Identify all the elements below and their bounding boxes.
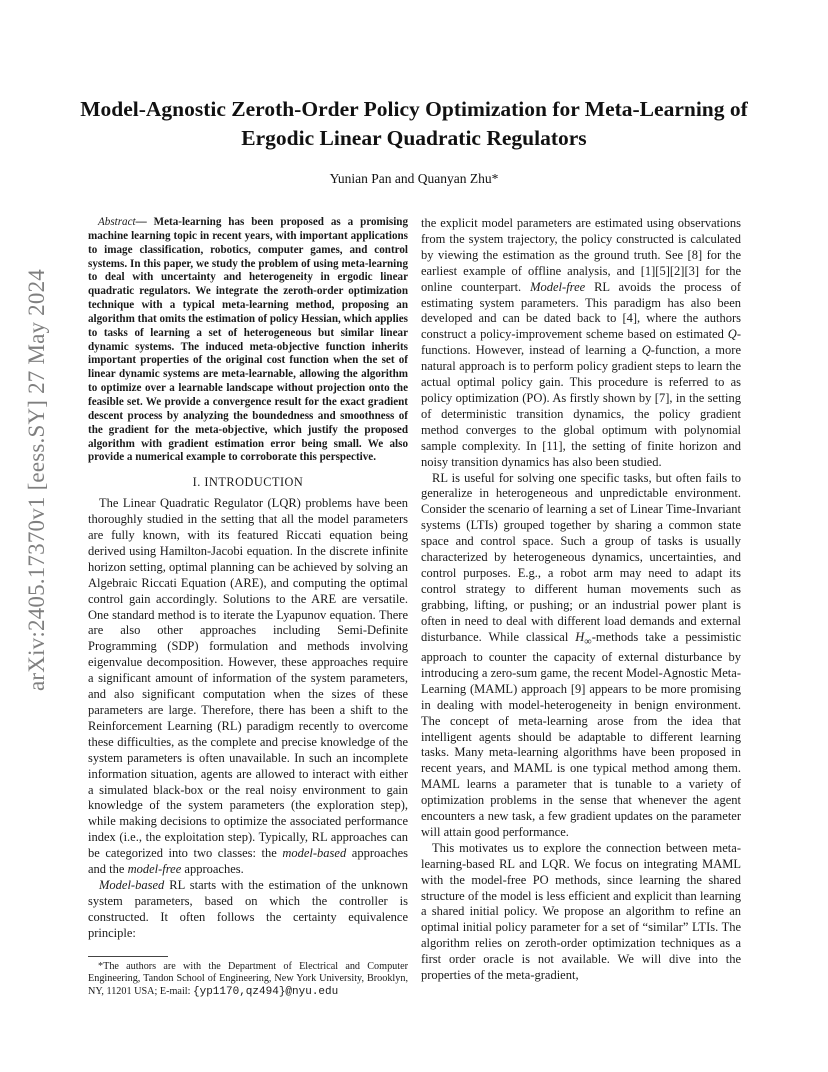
intro-p2-italic: Model-based: [99, 877, 165, 892]
abstract-text: Meta-learning has been proposed as a promising machine learning topic in recent years, with important applications to image classification, robotics, computer games, and control systems. In this paper, we study the problem of using meta-learning to deal with uncertainty and heterogeneity in ergodic linear quadratic regulators. We integrate the zeroth-order optimization technique with a typical meta-learning method, proposing an algorithm that omits the estimation of policy Hessian, which applies to tasks of learning a set of heterogeneous but similar linear dynamic systems. The induced meta-objective function inherits important properties of the original cost function when the set of linear dynamic systems are meta-learnable, allowing the algorithm to optimize over a learnable landscape without projection onto the feasible set. We provide a convergence result for the exact gradient descent process by analyzing the boundedness and smoothness of the gradient for the meta-objective, which justify the proposed algorithm with gradient estimation error being small. We also provide a numerical example to corroborate this perspective.: [88, 216, 408, 464]
footnote-email: {yp1170,qz494}@nyu.edu: [193, 985, 339, 998]
intro-paragraph-2: [88, 878, 408, 942]
r2-infinity-subscript: ∞: [584, 636, 592, 648]
abstract-label: Abstract: [98, 216, 136, 228]
r1-italic: Model-free: [530, 279, 586, 294]
right-column: [421, 216, 741, 984]
footnote-rule: [88, 956, 168, 957]
intro-p1-mid: approaches and the: [88, 846, 408, 877]
intro-p1-italic-2: model-free: [127, 862, 182, 877]
right-paragraph-3: [421, 841, 741, 984]
r2-part-b: -methods take a pessimistic approach to counter the capacity of external disturbance by introducing a zero-sum game, the recent Model-Agnostic Meta-Learning (MAML) approach [9] appears to be more promising in dealing with model-heterogeneity in benign environment. The concept of meta-learning arose from the idea that intelligent agents should be adaptable to different learning tasks. Many meta-learning algorithms have been proposed in recent years, and MAML is one typical method among them. MAML learns a parameter that is tunable to a variety of optimization problems in the sense that whenever the agent encounters a new task, a few gradient updates on the parameter will attain good performance.: [421, 629, 741, 839]
r1-part-c: -functions. However, instead of learning a: [421, 327, 741, 358]
intro-p1-italic-1: model-based: [282, 846, 347, 861]
r1-part-a: the explicit model parameters are estimated using observations from the system trajectory, the policy constructed is calculated by viewing the estimation as the ground truth. See [8] for the earliest example of offline analysis, and [1][5][2][3] for the online counterpart.: [421, 216, 741, 294]
r3-text: This motivates us to explore the connection between meta-learning-based RL and LQR. We focus on integrating MAML with the model-free PO methods, since learning the shared structure of the model is less efficient and explicit than learning a shared initial policy. We propose an algorithm to refine an optimal initial policy parameter for a set of “similar” LTIs. The algorithm relies on zeroth-order optimization techniques as a first order oracle is not available. We will dive into the properties of the meta-gradient,: [421, 840, 741, 983]
right-paragraph-1: [421, 216, 741, 471]
r2-part-a: RL is useful for solving one specific tasks, but often fails to generalize in heterogeneous and unpredictable environment. Consider the scenario of learning a set of Linear Time-Invariant systems (LTIs) grouped together by sharing a common state space and control space. Such a group of tasks is usually characterized by heterogeneous dynamics, uncertainties, and control purposes. E.g., a robot arm may need to adapt its control strategy to different human movements such as grabbing, lifting, or pushing; or an industrial power plant is often in need to deal with different load demands and external disturbance. While classical: [421, 470, 741, 644]
section-heading-introduction: I. INTRODUCTION: [192, 475, 304, 490]
intro-paragraph-1: [88, 496, 408, 878]
paper-authors: Yunian Pan and Quanyan Zhu*: [329, 171, 499, 186]
arxiv-stamp-text: arXiv:2405.17370v1 [eess.SY] 27 May 2024: [24, 269, 49, 691]
intro-p2-text: RL starts with the estimation of the unknown system parameters, based on which the controller is constructed. It often follows the certainty equivalence principle:: [88, 877, 408, 940]
r1-q-symbol-2: Q: [641, 343, 651, 358]
abstract-dash: —: [135, 216, 154, 228]
arxiv-sidebar-stamp: [22, 270, 52, 690]
left-column: [88, 216, 408, 998]
intro-p1-end: approaches.: [181, 862, 244, 877]
author-footnote: [88, 961, 408, 999]
paper-title: Model-Agnostic Zeroth-Order Policy Optimization for Meta-Learning of Ergodic Linear Quadratic Regulators: [80, 97, 748, 150]
r2-h-symbol: H: [575, 629, 585, 644]
r1-part-b: RL avoids the process of estimating system parameters. This paradigm has also been developed and can be dated back to [4], where the authors construct a policy-improvement scheme based on estimated: [421, 279, 741, 342]
right-paragraph-2: [421, 471, 741, 841]
r1-q-symbol-1: Q: [727, 327, 737, 342]
r1-part-d: -function, a more natural approach is to perform policy gradient steps to learn the actual optimal policy gain. This procedure is referred to as policy optimization (PO). As firstly shown by [7], in the setting of deterministic transition dynamics, the policy gradient method converges to the global optimum with polynomial sample complexity. In [11], the setting of finite horizon and noisy transition dynamics has also been studied.: [421, 343, 741, 469]
intro-p1-text: The Linear Quadratic Regulator (LQR) problems have been thoroughly studied in the setting that all the model parameters are fully known, with its featured Riccati equation being derived using Hamilton-Jacobi equation. In the discrete infinite horizon setting, optimal planning can be achieved by solving an Algebraic Riccati Equation (ARE), and computing the optimal control gain accordingly. Solutions to the ARE are versatile. One standard method is to iterate the Lyapunov equation. There are also other approaches including Semi-Definite Programming (SDP) formulation and methods involving eigenvalue decomposition. However, these approaches require a significant amount of information of the system parameters, and also significant computation when the sizes of these parameters are large. Therefore, there has been a shift to the Reinforcement Learning (RL) paradigm recently to overcome these difficulties, as the complete and precise knowledge of the system parameters is often unavailable. In such an incomplete information situation, agents are allowed to interact with either a simulated black-box or the real noisy environment to gain knowledge of the system parameters (the exploration step), while making decisions to optimize the associated performance index (i.e., the exploitation step). Typically, RL approaches can be categorized into two classes: the: [88, 496, 408, 861]
abstract: [88, 216, 408, 465]
footnote-text: *The authors are with the Department of Electrical and Computer Engineering, Tandon School of Engineering, New York University, Brooklyn, NY, 11201 USA; E-mail:: [88, 960, 408, 997]
